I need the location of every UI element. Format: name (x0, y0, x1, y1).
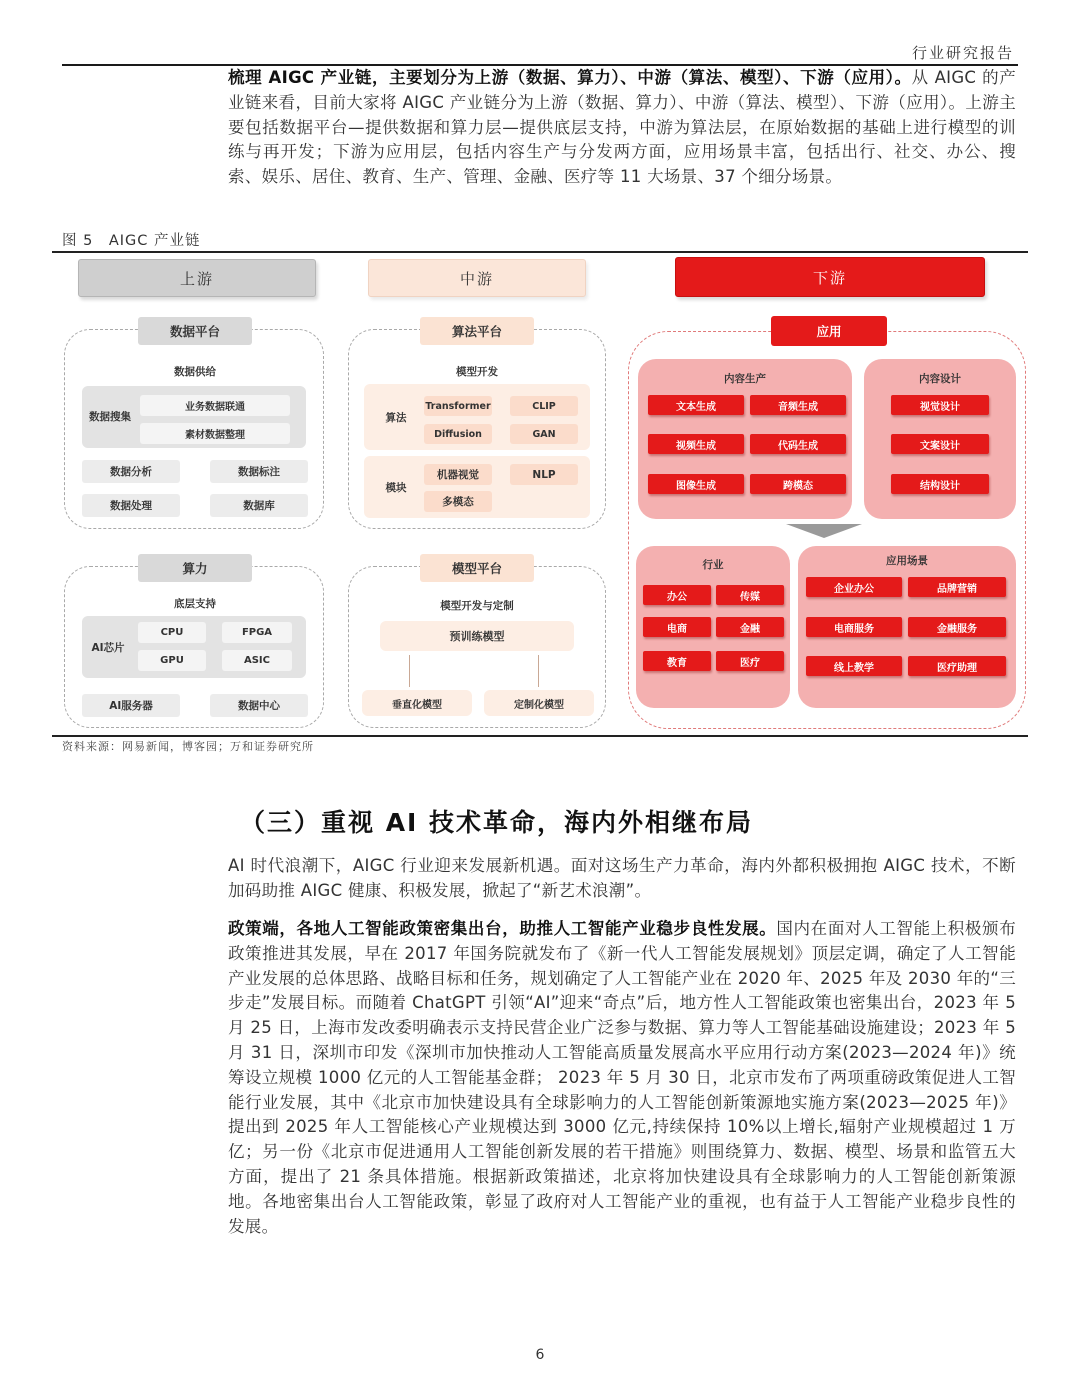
module-multimodal: 多模态 (424, 491, 492, 512)
content-design-title: 内容设计 (919, 372, 961, 385)
item-ai-server: AI服务器 (82, 694, 180, 717)
item-database: 数据库 (210, 494, 308, 517)
section-title: （三）重视 AI 技术革命，海内外相继布局 (240, 808, 754, 837)
scene-brand-marketing: 品牌营销 (908, 577, 1006, 597)
content-cross-modal: 跨模态 (750, 474, 846, 494)
algo-transformer: Transformer (424, 396, 492, 416)
design-visual: 视觉设计 (891, 395, 989, 415)
pretrain-link-right (538, 655, 539, 687)
chip-asic: ASIC (222, 650, 292, 671)
algo-gan: GAN (510, 424, 578, 444)
model-dev-label: 模型开发 (456, 365, 498, 378)
intro-bold: 梳理 AIGC 产业链，主要划分为上游（数据、算力）、中游（算法、模型）、下游（应用）。 (228, 68, 912, 87)
chip-cpu: CPU (138, 622, 206, 643)
body-paragraph-1: AI 时代浪潮下，AIGC 行业迎来发展新机遇。面对这场生产力革命，海内外都积极拥抱 AIGC 技术，不断加码助推 AIGC 健康、积极发展，掀起了“新艺术浪潮”。 (228, 856, 1016, 900)
chip-gpu: GPU (138, 650, 206, 671)
content-code-gen: 代码生成 (750, 434, 846, 454)
compute-title: 算力 (138, 554, 252, 582)
body-paragraph-2 (228, 917, 1016, 1239)
industry-ecommerce: 电商 (643, 617, 711, 637)
policy-bold: 政策端，各地人工智能政策密集出台，助推人工智能产业稳步良性发展。 (228, 919, 777, 938)
scene-medical-assistant: 医疗助理 (908, 656, 1006, 676)
industry-finance: 金融 (716, 617, 784, 637)
item-data-annotation: 数据标注 (210, 460, 308, 483)
item-data-center: 数据中心 (210, 694, 308, 717)
pretrain-link-left (409, 655, 410, 687)
custom-model: 定制化模型 (484, 690, 594, 716)
ai-chip-label: AI芯片 (91, 641, 125, 654)
design-structure: 结构设计 (891, 474, 989, 494)
algo-label: 算法 (385, 411, 407, 424)
content-production-title: 内容生产 (724, 372, 766, 385)
upstream-header: 上游 (78, 259, 316, 297)
collect-item-business-data: 业务数据联通 (140, 395, 290, 416)
intro-text: 从 AIGC 的产业链来看，目前大家将 AIGC 产业链分为上游（数据、算力）、中游（算法、模型）、下游（应用）。上游主要包括数据平台—提供数据和算力层—提供底层支持，中游为算法层，在原始数据的基础上进行模型的训练与再开发；下游为应用层，包括内容生产与分发两方面，应用场景丰富，包括出行、社交、办公、搜索、娱乐、居住、教育、生产、管理、金融、医疗等 11 大场景、37 个细分场景。 (228, 68, 1017, 187)
scenes-title: 应用场景 (886, 554, 928, 567)
item-data-processing: 数据处理 (82, 494, 180, 517)
item-data-analysis: 数据分析 (82, 460, 180, 483)
policy-text: 国内在面对人工智能上积极颁布政策推进其发展，早在 2017 年国务院就发布了《新一代人工智能发展规划》顶层定调，确定了人工智能产业发展的总体思路、战略目标和任务，规划确定了人工智能产业在 2020 年、2025 年及 2030 年的“三步走”发展目标。而随着 ChatGPT 引领“AI”迎来“奇点”后，地方性人工智能政策也密集出台，2023 年 5 月 25 日，上海市发改委明确表示支持民营企业广泛参与数据、算力等人工智能基础设施建设；2023 年 5 月 31 日，深圳市印发《深圳市加快推动人工智能高质量发展高水平应用行动方案(2023—2024 年)》统筹设立规模 1000 亿元的人工智能基金群； 2023 年 5 月 30 日，北京市发布了两项重磅政策促进人工智能行业发展，其中《北京市加快建设具有全球影响力的人工智能创新策源地实施方案(2023—2025 年)》提出到 2025 年人工智能核心产业规模达到 3000 亿元,持续保持 10%以上增长,辐射产业规模超过 1 万亿；另一份《北京市促进通用人工智能创新发展的若干措施》则围绕算力、数据、模型、场景和监管五大方面，提出了 21 条具体措施。根据新政策描述，北京将加快建设具有全球影响力的人工智能创新策源地。各地密集出台人工智能政策，彰显了政府对人工智能产业的重视，也有益于人工智能产业稳步良性的发展。 (228, 919, 1016, 1236)
industry-media: 传媒 (716, 585, 784, 605)
midstream-header: 中游 (368, 259, 586, 297)
chip-fpga: FPGA (222, 622, 292, 643)
application-title: 应用 (771, 316, 887, 346)
vertical-model: 垂直化模型 (362, 690, 472, 716)
content-image-gen: 图像生成 (648, 474, 744, 494)
algo-platform-title: 算法平台 (420, 317, 534, 345)
collect-item-material-data: 素材数据整理 (140, 423, 290, 444)
industry-title: 行业 (702, 558, 724, 571)
content-text-gen: 文本生成 (648, 395, 744, 415)
page-number: 6 (535, 1347, 545, 1363)
data-platform-title: 数据平台 (138, 317, 252, 345)
module-machine-vision: 机器视觉 (424, 464, 492, 485)
module-label: 模块 (385, 481, 407, 494)
algo-clip: CLIP (510, 396, 578, 416)
figure-rule-bottom (52, 735, 1028, 737)
down-arrow-icon (786, 524, 862, 538)
content-video-gen: 视频生成 (648, 434, 744, 454)
design-copywriting: 文案设计 (891, 434, 989, 454)
pretrain-model: 预训练模型 (380, 621, 574, 651)
scene-online-teaching: 线上教学 (806, 656, 902, 676)
scene-enterprise-office: 企业办公 (806, 577, 902, 597)
intro-paragraph (228, 66, 1016, 190)
industry-education: 教育 (643, 651, 711, 671)
data-collect-label: 数据搜集 (89, 410, 131, 423)
module-nlp: NLP (510, 464, 578, 485)
content-audio-gen: 音频生成 (750, 395, 846, 415)
scene-ecommerce-service: 电商服务 (806, 617, 902, 637)
scene-finance-service: 金融服务 (908, 617, 1006, 637)
industry-medical: 医疗 (716, 651, 784, 671)
figure-caption: 图 5 AIGC 产业链 (62, 233, 201, 249)
downstream-header: 下游 (675, 257, 985, 297)
header-label: 行业研究报告 (911, 44, 1014, 62)
model-custom-label: 模型开发与定制 (440, 599, 514, 612)
figure-rule-top (52, 251, 1028, 253)
industry-office: 办公 (643, 585, 711, 605)
compute-base-label: 底层支持 (174, 597, 216, 610)
algo-diffusion: Diffusion (424, 424, 492, 444)
figure-source: 资料来源：网易新闻，博客园；万和证券研究所 (62, 740, 314, 753)
model-platform-title: 模型平台 (420, 554, 534, 582)
data-supply-label: 数据供给 (174, 365, 216, 378)
